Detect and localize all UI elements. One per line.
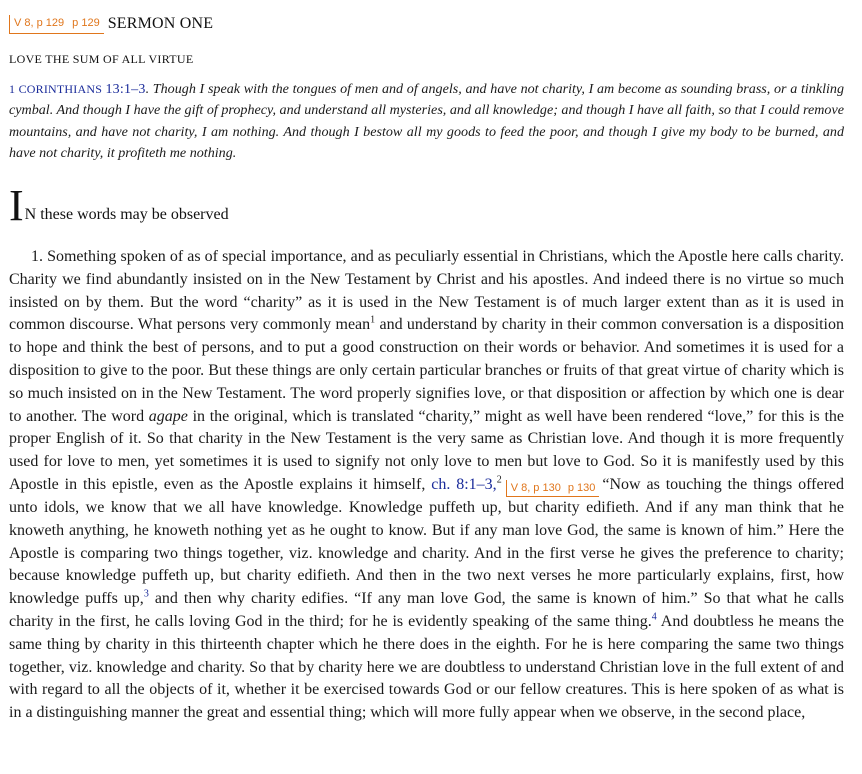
cross-reference-link[interactable]: ch. 8:1–3, xyxy=(431,475,497,493)
sermon-subtitle: LOVE THE SUM OF ALL VIRTUE xyxy=(9,52,194,66)
drop-cap: I xyxy=(9,181,24,230)
page-marker-inline[interactable]: V 8, p 130 p 130 xyxy=(506,480,600,497)
footnote-3-link[interactable]: 3 xyxy=(143,588,149,600)
volume-mark: V 8, p 129 xyxy=(14,16,65,29)
footnote-4-link[interactable]: 4 xyxy=(651,611,657,623)
intro-line xyxy=(9,181,229,230)
page-marker[interactable] xyxy=(9,15,104,34)
sermon-title: SERMON ONE xyxy=(107,15,214,32)
scripture-text: 1 CORINTHIANS 13:1–3. Though I speak with the tongues of men and of angels, and have not charity, I am become as sounding brass, or a tinkling cymbal. And though I have the gift of prophecy, and understand all mysteries, and all knowledge; and though I have all faith, so that I could remove mountains, and have not charity, I am nothing. And though I bestow all my goods to feed the poor, and though I give my body to be burned, and have not charity, it profiteth me nothing. xyxy=(9,81,845,161)
scripture-quote: Though I speak with the tongues of men and of angels, and have not charity, I am become as sounding brass, or a tinkling cymbal. And though I have the gift of prophecy, and understand all mysteries, and all knowledge; and though I have all faith, so that I could remove mountains, and have not charity, I am nothing. And though I bestow all my goods to feed the poor, and though I give my body to be burned, and have not charity, it profiteth me nothing. xyxy=(9,81,845,161)
sermon-header xyxy=(9,13,213,35)
body-paragraph: 1. Something spoken of as of special importance, and as peculiarly essential in Christians, which the Apostle here calls charity. Charity we find abundantly insisted on in the New Testament by Christ and his apostles. And indeed there is no virtue so much insisted on by them. But the word “charity” as it is used in the New Testament is of much larger extent than as it is used in common discourse. What persons very commonly mean$^1$ and understand by charity in their common conversation is a disposition to hope and think the best of persons, and to put a good construction on their words or behavior. And sometimes it is used for a disposition to give to the poor. But these things are only certain particular branches or fruits of that great virtue of charity which is so much insisted on in the New Testament. The word properly signifies love, or that disposition or affection by which one is dear to another. The word agape in the original, which is translated “charity,” might as well have been rendered “love,” for this is the proper English of it. So that charity in the New Testament is the very same as Christian love. And though it is more frequently used for love to men, yet sometimes it is used to signify not only love to men but love to God. So it is manifestly used by this Apostle in this epistle, even as the Apostle explains it himself, ch. 8:1–3,$^2$ V 8, p 130 p 130 “Now as touching the things offered unto idols, we know that we all have knowledge. Knowledge puffeth up, but charity edifieth. And if any man think that he knoweth anything, he knoweth nothing yet as he ought to know. But if any man love God, the same is known of him.” Here the Apostle is comparing two things together, viz. knowledge and charity. And in the first verse he gives the preference to charity; because knowledge puffeth up, but charity edifieth. And then in the two next verses he more particularly explains, first, how knowledge puffs up,$^3$ and then why charity edifies. “If any man love God, the same is known of him.” So that what he calls charity in the first, he calls loving God in the third; for he is evidently speaking of the same thing.$^4$ And doubtless he means the same thing by charity in this thirteenth chapter which he there does in the eighth. For he is here comparing the same two things together, viz. knowledge and charity. So that by charity here we are doubtless to understand Christian love in the full extent of and with regard to all the objects of it, whether it be exercised towards God or our fellow creatures. This is here spoken of as what is in a distinguishing manner the great and essential thing; which will more fully appear when we observe, in the second place, xyxy=(9,248,845,722)
scripture-reference-link[interactable]: 1 CORINTHIANS 13:1–3 xyxy=(9,82,146,97)
footnote-2-link[interactable]: 2 xyxy=(496,474,502,486)
page-mark: p 129 xyxy=(72,16,100,29)
footnote-1-link[interactable]: 1 xyxy=(370,315,376,327)
intro-text: N these words may be observed xyxy=(24,206,229,223)
